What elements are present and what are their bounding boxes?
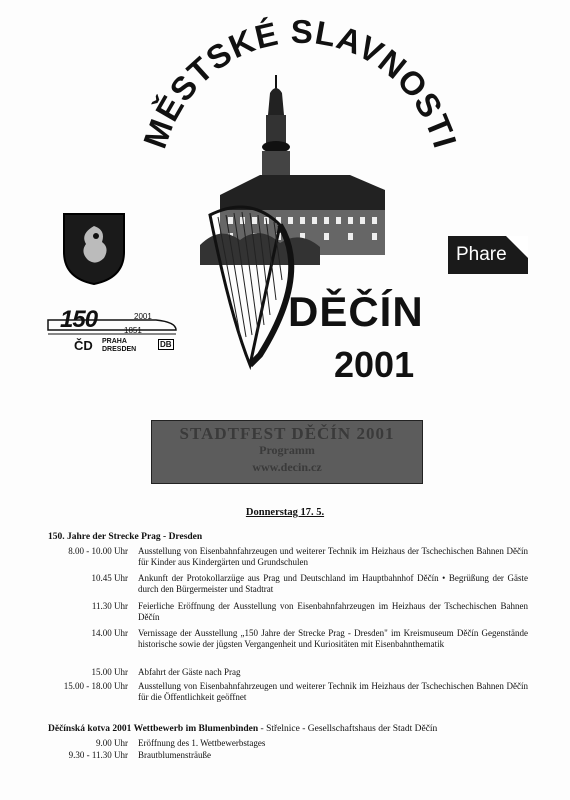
event-description: Eröffnung des 1. Wettbewerbstages (138, 738, 266, 748)
rail-year-bottom: 1851 (124, 326, 142, 335)
event-description: Vernissage der Ausstellung „150 Jahre der Strecke Prag - Dresden" im Kreismuseum Děčín Gegenstände historische sowie der jügsten Vergangenheit und Kuriositäten mit Eisenbahnthematik (138, 628, 528, 650)
rail-150-number: 150 (60, 306, 98, 333)
db-logo: DB (160, 340, 172, 349)
rail-city-praha: PRAHA (102, 338, 127, 345)
event-description: Ausstellung von Eisenbahnfahrzeugen und weiterer Technik im Heizhaus der Tschechischen Bahnen Děčín für die Öffentlichkeit geöffnet (138, 681, 528, 703)
event-time: 15.00 - 18.00 Uhr (63, 681, 128, 691)
banner-line-2: Programm (259, 443, 315, 457)
event-time: 15.00 Uhr (91, 667, 128, 677)
event-description: Ankunft der Protokollarzüge aus Prag und Deutschland im Hauptbahnhof Děčín • Begrüßung der Gäste durch den Bürgermeister und Stadtrat (138, 573, 528, 595)
rail-city-dresden: DRESDEN (102, 346, 137, 353)
phare-logo (448, 236, 528, 274)
rail-150-logo (46, 306, 178, 358)
rail-year-top: 2001 (134, 312, 152, 321)
poster-year: 2001 (334, 344, 415, 385)
phare-triangle-icon (506, 236, 528, 258)
section-title-flowers (48, 724, 437, 734)
section-title-railway: 150. Jahre der Strecke Prag - Dresden (48, 532, 203, 542)
event-description: Abfahrt der Gäste nach Prag (138, 667, 241, 677)
day-heading: Donnerstag 17. 5. (245, 507, 325, 518)
event-time: 8.00 - 10.00 Uhr (68, 546, 128, 556)
event-time: 11.30 Uhr (91, 601, 128, 611)
event-time: 9.30 - 11.30 Uhr (68, 750, 128, 760)
phare-logo-text: Phare (456, 244, 507, 265)
event-time: 9.00 Uhr (96, 738, 128, 748)
event-time: 14.00 Uhr (91, 628, 128, 638)
cd-logo: ČD (74, 338, 93, 353)
banner-line-1: STADTFEST DĚČÍN 2001 (179, 424, 395, 443)
section2-place: - Střelnice - Gesellschaftshaus der Stadt Děčín (258, 724, 438, 734)
coat-of-arms-icon (62, 212, 126, 286)
event-description: Feierliche Eröffnung der Ausstellung von Eisenbahnfahrzeugen im Heizhaus der Tschechischen Bahnen Děčín (138, 601, 528, 623)
event-description: Ausstellung von Eisenbahnfahrzeugen und weiterer Technik im Heizhaus der Tschechischen Bahnen Děčín für Kinder aus Kindergärten und Grundschulen (138, 546, 528, 568)
section2-title: Děčínská kotva 2001 Wettbewerb im Blumenbinden (48, 724, 259, 734)
program-banner (151, 420, 423, 484)
event-time: 10.45 Uhr (91, 573, 128, 583)
arched-title-text: MĚSTSKÉ SLAVNOSTI (135, 12, 465, 153)
banner-line-3: www.decin.cz (252, 460, 322, 474)
rail-cities (102, 338, 136, 354)
city-name: DĚČÍN (288, 288, 424, 335)
event-description: Brautblumensträuße (138, 750, 211, 760)
